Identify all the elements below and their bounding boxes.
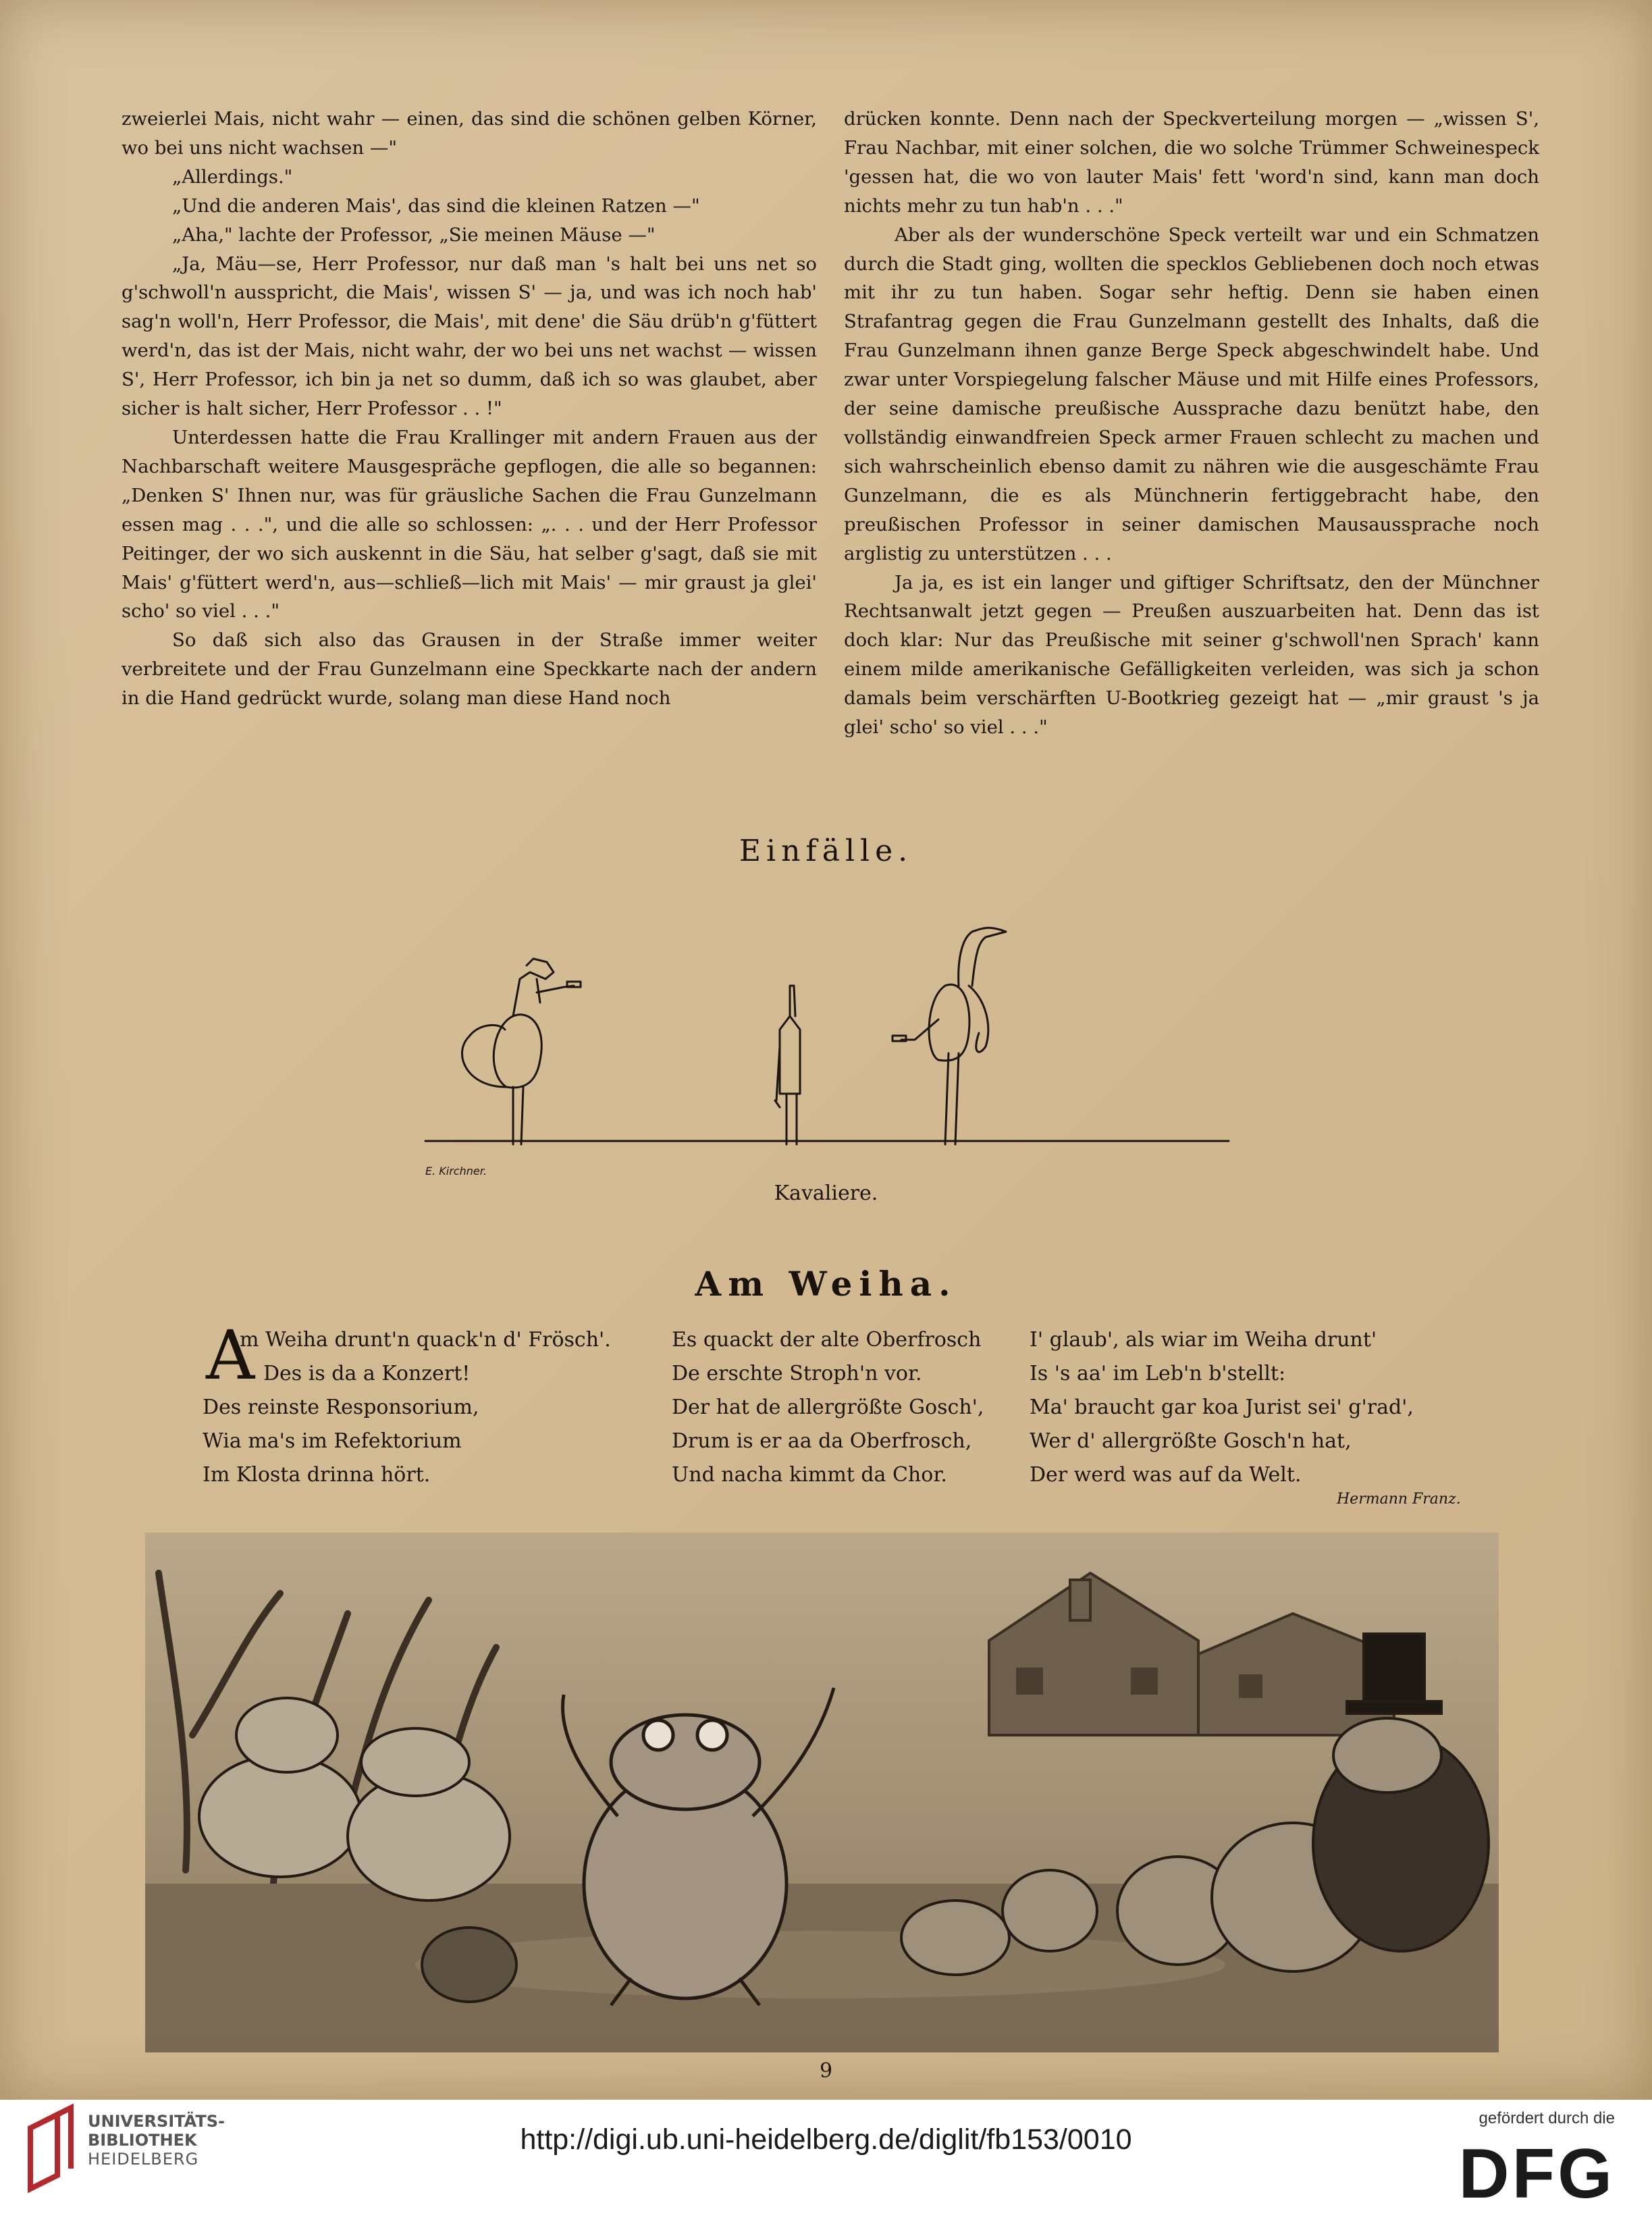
frog-choir-illustration: [145, 1533, 1499, 2052]
poem-stanza-3: [1030, 1323, 1414, 1492]
paragraph: Ja ja, es ist ein langer und giftiger Schriftsatz, den der Münchner Rechtsanwalt jetzt gegen — Preußen auszuarbeiten hat. Denn das ist doch klar: Nur das Preußische mit seiner g'schwoll'nen Sprach' kann einem milde amerikanische Gefälligkeiten verleiden, was sich ja schon damals beim verschärften U-Bootkrieg gezeigt hat — „mir graust 's ja glei' scho' so viel . . .": [844, 571, 1539, 739]
library-name-line: UNIVERSITÄTS-: [88, 2112, 225, 2131]
left-text-column: [122, 105, 817, 713]
poem-line: Im Klosta drinna hört.: [203, 1463, 431, 1487]
poem-line: Und nacha kimmt da Chor.: [672, 1463, 947, 1487]
paragraph: „Ja, Mäu—se, Herr Professor, nur daß man 's halt bei uns net so g'schwoll'n ausspricht, die Mais', wissen S' — ja, und was ich noch hab' sag'n woll'n, Herr Professor, die Mais', mit dene' die Säu drüb'n g'füttert werd'n, das ist der Mais, nicht wahr, der wo bei uns net wachst — wissen S', Herr Professor, ich bin ja net so dumm, daß ich so was glaubet, aber sicher is halt sicher, Herr Professor . . !": [122, 253, 817, 420]
paragraph: zweierlei Mais, nicht wahr — einen, das sind die schönen gelben Körner, wo bei uns nicht wachsen —": [122, 108, 817, 159]
paragraph: „Aha," lachte der Professor, „Sie meinen Mäuse —": [172, 223, 656, 246]
page-number: 9: [819, 2059, 833, 2083]
poem-line: De erschte Stroph'n vor.: [672, 1362, 922, 1385]
poem-line: Des reinste Responsorium,: [203, 1396, 479, 1419]
right-text-column: [844, 105, 1539, 742]
einfaelle-heading: Einfälle.: [739, 834, 913, 868]
library-name-line: BIBLIOTHEK: [88, 2131, 197, 2150]
library-footer: [0, 2100, 1652, 2230]
poem-line: Wia ma's im Refektorium: [203, 1429, 462, 1453]
paragraph: Aber als der wunderschöne Speck verteilt war und ein Schmatzen durch die Stadt ging, wollten die specklos Gebliebenen doch noch etwas mit ihr zu tun haben. Sogar sehr heftig. Denn sie haben einen Strafantrag gegen die Frau Gunzelmann gestellt des Inhalts, daß die Frau Gunzelmann ihnen ganze Berge Speck abgeschwindelt habe. Und zwar unter Vorspiegelung falscher Mäuse und mit Hilfe eines Professors, der seine damische preußische Aussprache dazu benützt habe, den vollständig einwandfreien Speck armer Frauen schlecht zu machen und sich wahrscheinlich ebenso damit zu nähren wie die ausgeschämte Frau Gunzelmann, die es als Münchnerin fertiggebracht habe, den preußischen Professor in seiner damischen Mausaussprache noch arglistig zu unterstützen . . .: [844, 223, 1539, 564]
poem-line: Ma' braucht gar koa Jurist sei' g'rad',: [1030, 1396, 1414, 1419]
dfg-logo: DFG: [1458, 2135, 1615, 2213]
poem-line: Der werd was auf da Welt.: [1030, 1463, 1302, 1487]
poem-author: Hermann Franz.: [1337, 1491, 1461, 1508]
poem-line: Es quackt der alte Oberfrosch: [672, 1328, 982, 1352]
poem-line: Wer d' allergrößte Gosch'n hat,: [1030, 1429, 1352, 1453]
poem-line: I' glaub', als wiar im Weiha drunt': [1030, 1328, 1377, 1352]
paragraph: drücken konnte. Denn nach der Speckverteilung morgen — „wissen S', Frau Nachbar, mit einer solchen, die wo solche Trümmer Schweinespeck 'gessen hat, die wo von lauter Mais' fett 'word'n sind, kann man doch nichts mehr zu tun hab'n . . .": [844, 108, 1539, 217]
poem-line: m Weiha drunt'n quack'n d' Frösch'.: [240, 1328, 611, 1352]
poem-dropcap: A: [206, 1316, 255, 1395]
paragraph: „Und die anderen Mais', das sind die kleinen Ratzen —": [172, 194, 700, 217]
cartoon-caption: Kavaliere.: [774, 1182, 878, 1205]
poem-title: Am Weiha.: [695, 1264, 957, 1304]
funded-by-label: gefördert durch die: [1478, 2109, 1615, 2127]
poem-line: Der hat de allergrößte Gosch',: [672, 1396, 984, 1419]
poem-line: Is 's aa' im Leb'n b'stellt:: [1030, 1362, 1286, 1385]
artist-signature: E. Kirchner.: [425, 1165, 487, 1177]
poem-line: Des is da a Konzert!: [263, 1362, 471, 1385]
library-name-line: HEIDELBERG: [88, 2150, 199, 2169]
poem-stanza-2: [672, 1323, 984, 1492]
poem-line: Drum is er aa da Oberfrosch,: [672, 1429, 972, 1453]
paragraph: „Allerdings.": [172, 165, 293, 188]
source-url-link[interactable]: http://digi.ub.uni-heidelberg.de/diglit/fb153/0010: [520, 2123, 1132, 2156]
poem-stanza-1: [203, 1316, 611, 1492]
kavaliere-cartoon: [412, 884, 1242, 1182]
paragraph: Unterdessen hatte die Frau Krallinger mit andern Frauen aus der Nachbarschaft weitere Mausgespräche gepflogen, die alle so begannen: „Denken S' Ihnen nur, was für gräusliche Sachen die Frau Gunzelmann essen mag . . .", und die alle so schlossen: „. . . und der Herr Professor Peitinger, der wo sich auskennt in die Säu, hat selber g'sagt, daß sie mit Mais' g'füttert werd'n, aus—schließ—lich mit Mais' — mir graust ja glei' scho' so viel . . .": [122, 426, 817, 622]
paragraph: So daß sich also das Grausen in der Straße immer weiter verbreitete und der Frau Gunzelmann eine Speckkarte nach der andern in die Hand gedrückt wurde, solang man diese Hand noch: [122, 629, 817, 710]
